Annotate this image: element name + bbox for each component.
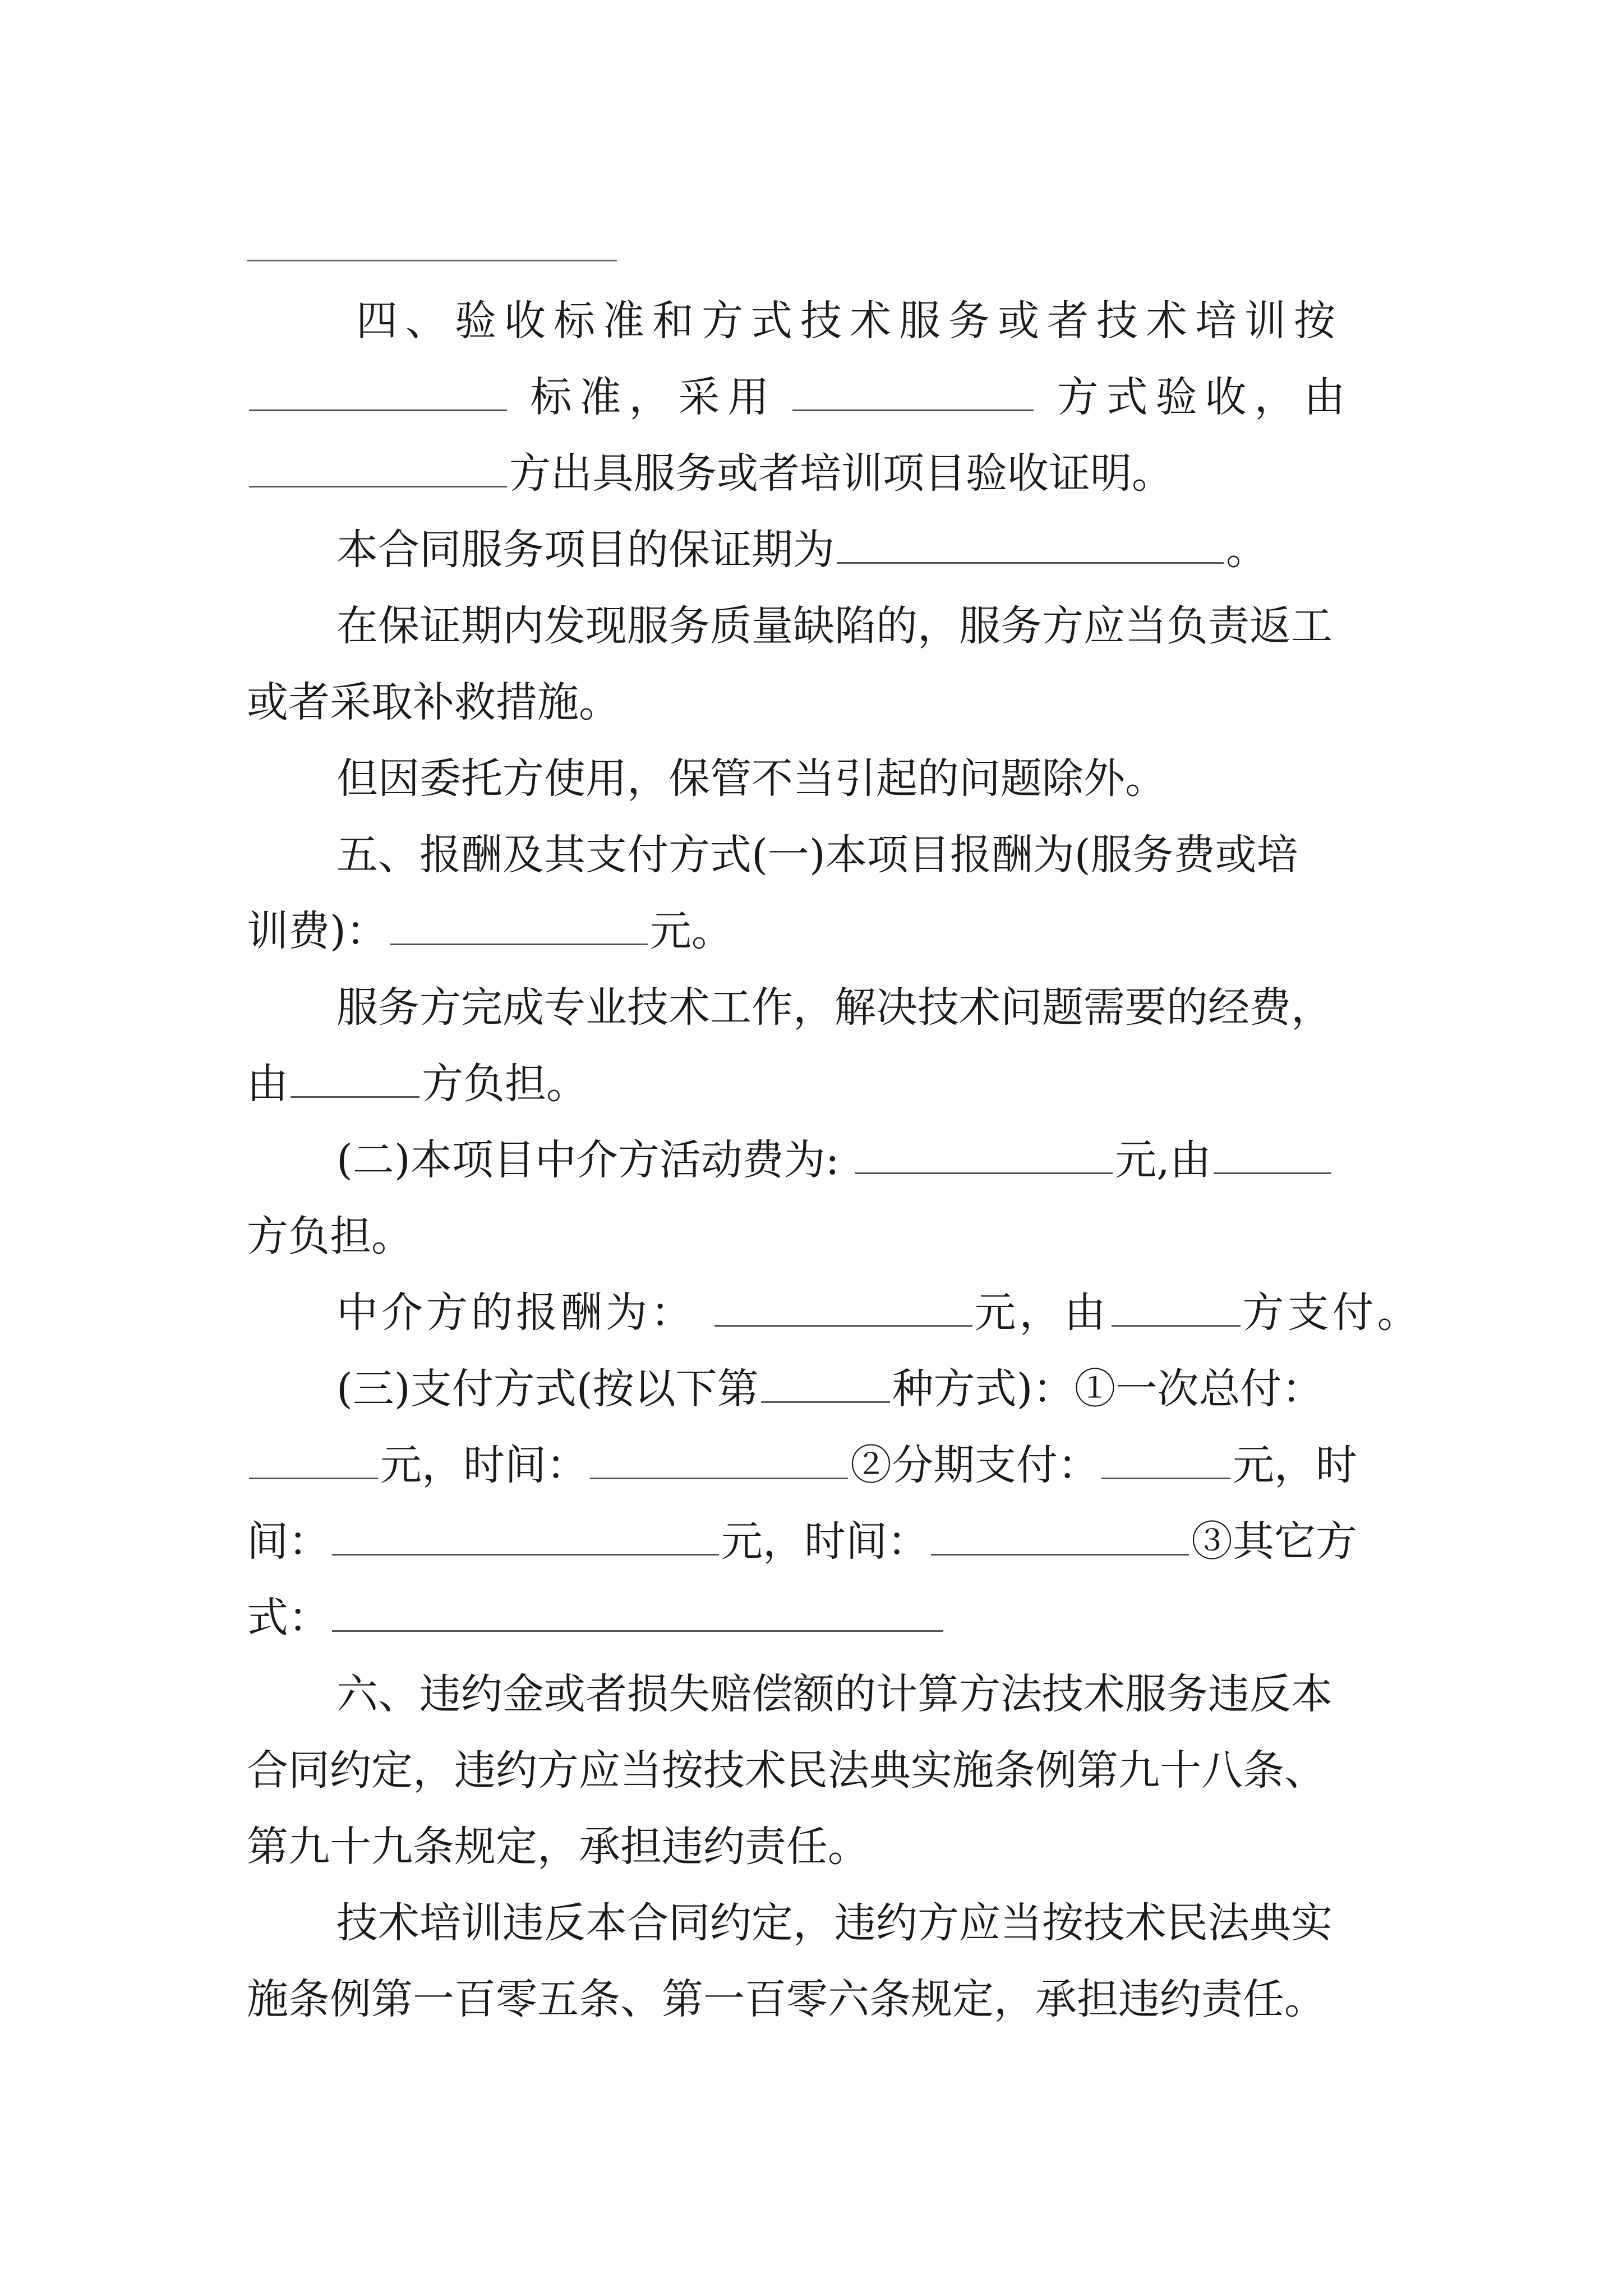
other-method-label-end: 式： — [247, 1594, 330, 1642]
installment-unit: 元，时 — [1233, 1441, 1357, 1489]
agent-pay-label: 中介方的报酬为： — [336, 1289, 695, 1337]
pay-method-label: (三)支付方式(按以下第 — [336, 1365, 759, 1413]
blank-lump-sum[interactable] — [249, 1435, 378, 1479]
time-label: 间： — [247, 1517, 330, 1566]
blank-method[interactable] — [792, 367, 1034, 411]
blank-agency-party[interactable] — [1214, 1130, 1331, 1174]
lump-sum-unit: 元，时间： — [380, 1441, 588, 1489]
agency-line2: 方负担。 — [247, 1212, 413, 1260]
section5-heading: 五、报酬及其支付方式(一)本项目报酬为(服务费或培 — [336, 831, 1298, 879]
warranty-end: 。 — [1226, 526, 1267, 574]
pay-method-option1: 种方式)：①一次总付： — [892, 1365, 1324, 1413]
sec4-standard-text: 标准，采用 — [530, 373, 777, 421]
warranty-text: 本合同服务项目的保证期为 — [336, 526, 834, 574]
agent-pay-unit: 元，由 — [974, 1289, 1109, 1337]
agent-pay-end: 方支付。 — [1242, 1289, 1422, 1337]
blank-lump-time[interactable] — [590, 1435, 848, 1479]
defect-line1: 在保证期内发现服务质量缺陷的，服务方应当负责返工 — [336, 602, 1332, 650]
section4-line3 — [247, 434, 1173, 513]
fee-label: 训费)： — [247, 907, 388, 955]
training-line1: 技术培训违反本合同约定，违约方应当按技术民法典实 — [336, 1899, 1332, 1947]
cost-by-text: 由 — [247, 1060, 288, 1108]
fee-unit: 元。 — [649, 907, 733, 955]
agency-fee-label: (二)本项目中介方活动费为: — [336, 1136, 840, 1184]
blank-installment-time[interactable] — [931, 1511, 1189, 1556]
blank-standard[interactable] — [249, 367, 507, 411]
sec4-cert-text: 方出具服务或者培训项目验收证明。 — [509, 449, 1173, 498]
defect-line2: 或者采取补救措施。 — [247, 678, 620, 726]
blank-agent-pay[interactable] — [714, 1282, 972, 1327]
section4-line2 — [247, 358, 1353, 436]
blank-agency-fee[interactable] — [855, 1130, 1113, 1174]
pay-method-line3 — [247, 1502, 1357, 1581]
blank-installment-amount[interactable] — [332, 1511, 719, 1556]
installment-time-label: 元，时间： — [721, 1517, 929, 1566]
section5-line2 — [247, 892, 733, 970]
pay-method-line4 — [247, 1579, 946, 1657]
cost-burden-text: 方负担。 — [422, 1060, 588, 1108]
section4-heading: 四、验收标准和方式技术服务或者技术培训按 — [356, 297, 1343, 345]
section6-line1: 六、违约金或者损失赔偿额的计算方法技术服务违反本 — [336, 1670, 1332, 1718]
cost-line2 — [247, 1045, 588, 1123]
blank-other-method[interactable] — [332, 1588, 943, 1632]
section6-line3: 第九十九条规定，承担违约责任。 — [247, 1823, 869, 1871]
other-method-label: ③其它方 — [1191, 1517, 1357, 1566]
section6-line2: 合同约定，违约方应当按技术民法典实施条例第九十八条、 — [247, 1746, 1326, 1795]
training-line2: 施条例第一百零五条、第一百零六条规定，承担违约责任。 — [247, 1975, 1326, 2023]
blank-fee[interactable] — [390, 901, 648, 945]
sec4-method-text: 方式验收，由 — [1057, 373, 1353, 421]
installment-label: ②分期支付： — [850, 1441, 1099, 1489]
blank-warranty[interactable] — [837, 519, 1224, 564]
blank-pay-method[interactable] — [761, 1359, 890, 1403]
blank-installment[interactable] — [1101, 1435, 1230, 1479]
cost-line1: 服务方完成专业技术工作，解决技术问题需要的经费， — [336, 983, 1332, 1032]
blank-agent-party[interactable] — [1112, 1282, 1241, 1327]
blank-cost-party[interactable] — [291, 1053, 419, 1098]
pay-method-line1 — [336, 1350, 1323, 1428]
agency-line1 — [336, 1121, 1334, 1199]
exception-line: 但因委托方使用，保管不当引起的问题除外。 — [336, 754, 1166, 803]
agent-pay-line — [336, 1273, 1422, 1352]
pay-method-line2 — [247, 1426, 1357, 1504]
warranty-line — [336, 510, 1267, 589]
agency-fee-unit: 元,由 — [1115, 1136, 1211, 1184]
top-rule — [247, 260, 617, 261]
blank-certifier[interactable] — [249, 443, 507, 487]
